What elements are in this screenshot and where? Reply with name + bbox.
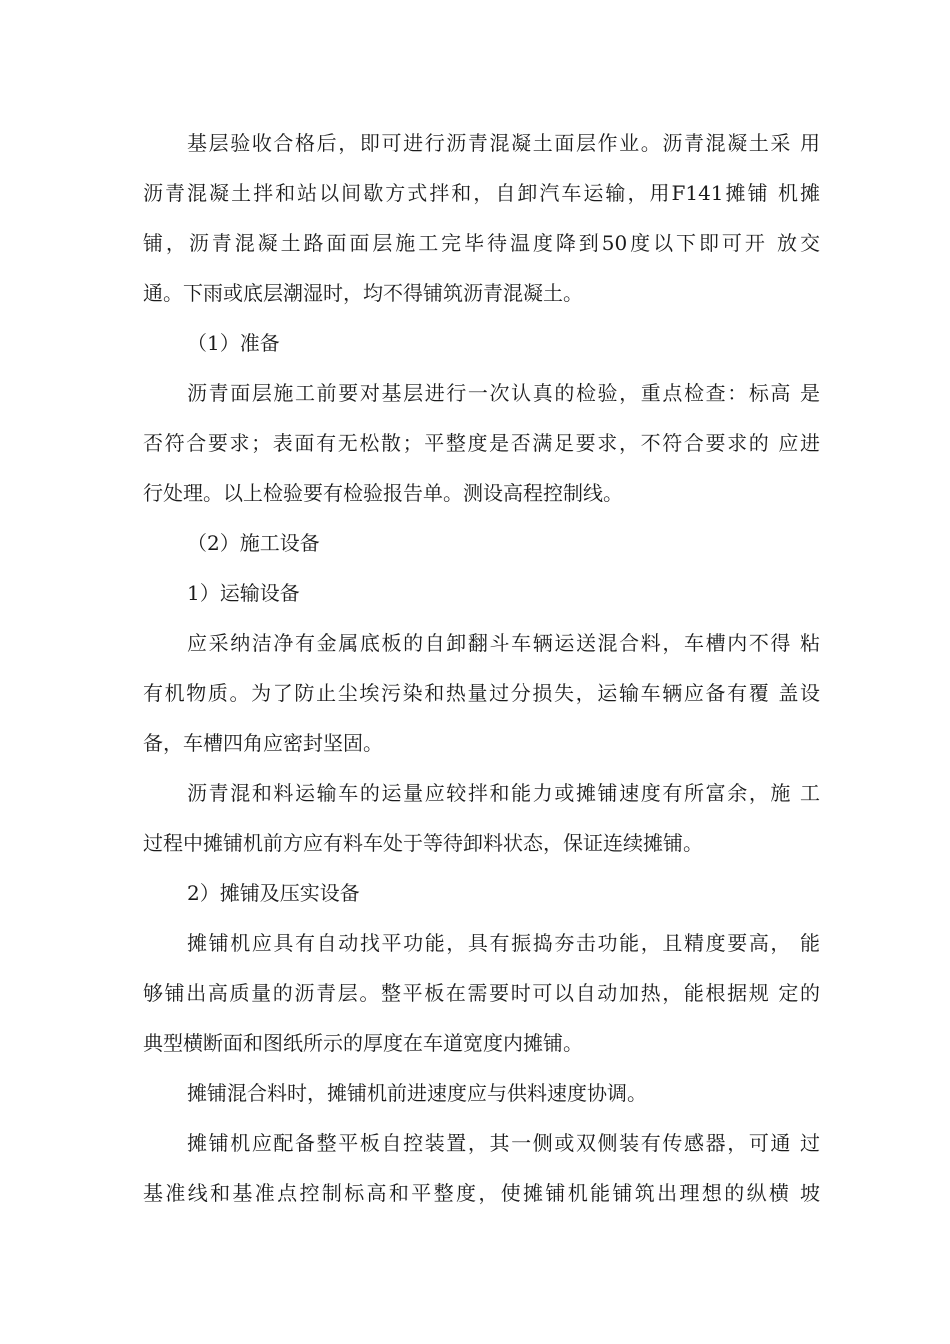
text-line: 摊铺机应具有自动找平功能，具有振捣夯击功能，且精度要高， 能 (187, 931, 820, 955)
text-line: 过程中摊铺机前方应有料车处于等待卸料状态，保证连续摊铺。 (143, 831, 703, 855)
text-line: 沥青混凝土拌和站以间歇方式拌和，自卸汽车运输，用F141摊铺 机摊 (143, 181, 820, 205)
text-line: 否符合要求；表面有无松散；平整度是否满足要求，不符合要求的 应进 (143, 431, 820, 455)
text-line: 铺，沥青混凝土路面面层施工完毕待温度降到50度以下即可开 放交 (143, 231, 820, 255)
text-line: 应采纳洁净有金属底板的自卸翻斗车辆运送混合料，车槽内不得 粘 (187, 631, 820, 655)
text-line: 行处理。以上检验要有检验报告单。测设高程控制线。 (143, 481, 623, 505)
text-line: 基准线和基准点控制标高和平整度，使摊铺机能铺筑出理想的纵横 坡 (143, 1181, 820, 1205)
text-line: 沥青面层施工前要对基层进行一次认真的检验，重点检查：标高 是 (187, 381, 820, 405)
text-line: 摊铺机应配备整平板自控装置，其一侧或双侧装有传感器，可通 过 (187, 1131, 820, 1155)
text-line: 有机物质。为了防止尘埃污染和热量过分损失，运输车辆应备有覆 盖设 (143, 681, 820, 705)
text-line: 基层验收合格后，即可进行沥青混凝土面层作业。沥青混凝土采 用 (187, 131, 820, 155)
text-line: 通。下雨或底层潮湿时，均不得铺筑沥青混凝土。 (143, 281, 583, 305)
text-line: （1）准备 (187, 331, 280, 355)
text-line: 够铺出高质量的沥青层。整平板在需要时可以自动加热，能根据规 定的 (143, 981, 820, 1005)
text-line: （2）施工设备 (187, 531, 320, 555)
text-line: 沥青混和料运输车的运量应较拌和能力或摊铺速度有所富余，施 工 (187, 781, 820, 805)
text-line: 摊铺混合料时，摊铺机前进速度应与供料速度协调。 (187, 1081, 647, 1105)
text-line: 典型横断面和图纸所示的厚度在车道宽度内摊铺。 (143, 1031, 583, 1055)
text-line: 2）摊铺及压实设备 (187, 881, 360, 905)
text-line: 1）运输设备 (187, 581, 300, 605)
text-line: 备，车槽四角应密封坚固。 (143, 731, 383, 755)
